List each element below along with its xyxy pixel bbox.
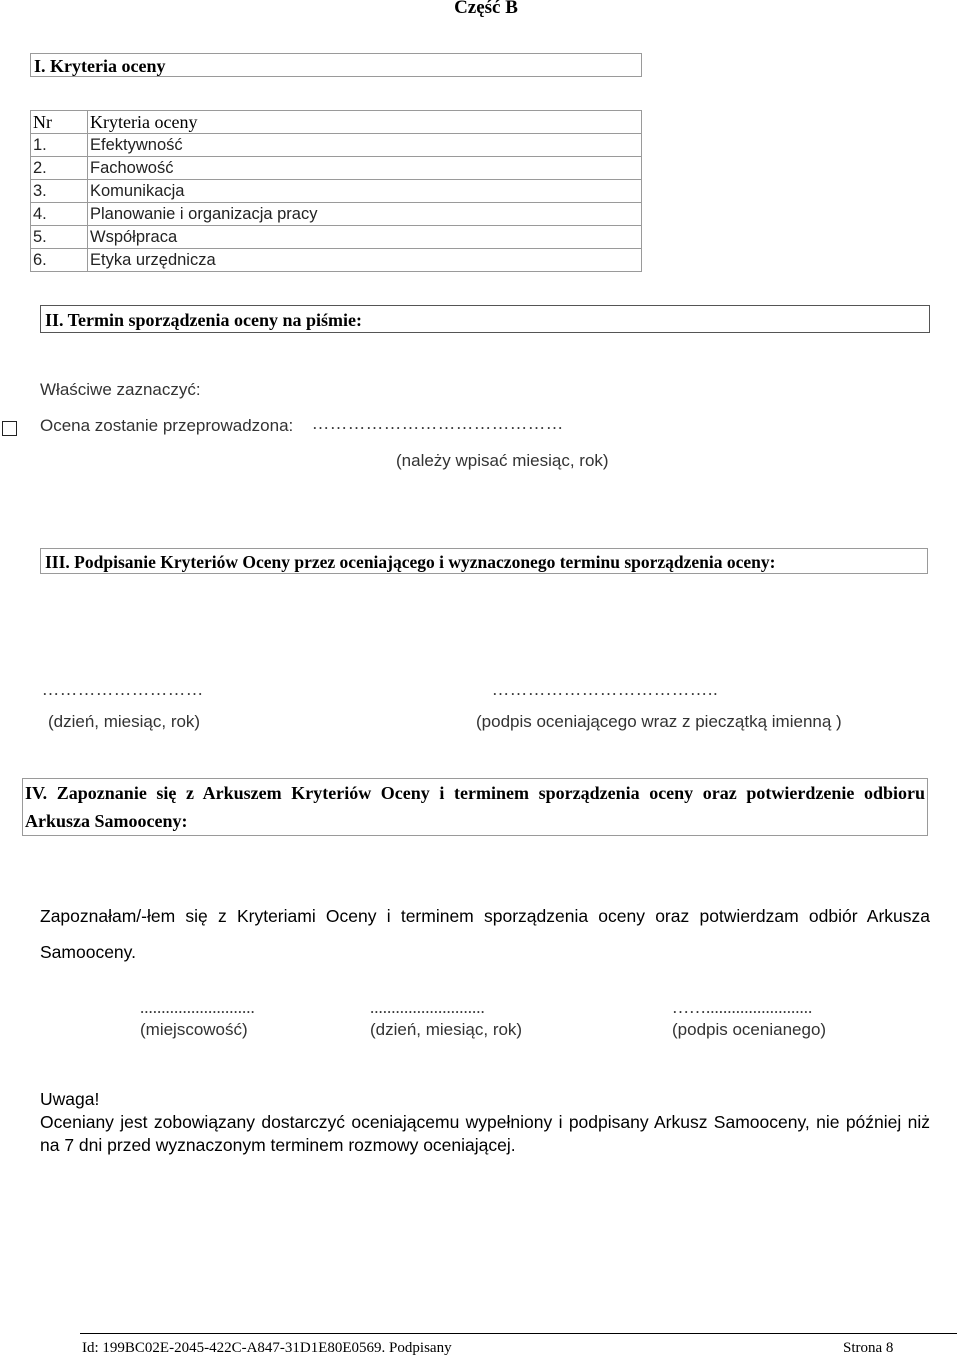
section-2-heading-text: II. Termin sporządzenia oceny na piśmie: bbox=[45, 310, 363, 330]
assessment-label: Ocena zostanie przeprowadzona: bbox=[40, 416, 294, 435]
date-hint: (należy wpisać miesiąc, rok) bbox=[396, 451, 609, 470]
section-1-heading: I. Kryteria oceny bbox=[30, 53, 642, 77]
row-number: 4. bbox=[31, 203, 88, 226]
evaluee-signature-field[interactable]: ……......................... bbox=[672, 998, 813, 1017]
table-row bbox=[31, 180, 642, 203]
section-4-heading: IV. Zapoznanie się z Arkuszem Kryteriów Oceny i terminem sporządzenia oceny oraz potwierdzenie odbioru Arkusza Samooceny: bbox=[22, 778, 928, 836]
signing-date-field[interactable]: ……………………… bbox=[42, 680, 204, 699]
row-criterion: Planowanie i organizacja pracy bbox=[88, 203, 642, 226]
place-field[interactable]: ........................... bbox=[140, 998, 255, 1017]
ack-date-caption: (dzień, miesiąc, rok) bbox=[370, 1020, 523, 1039]
footer-document-id: Id: 199BC02E-2045-422C-A847-31D1E80E0569. Podpisany bbox=[82, 1340, 452, 1356]
footer-page-number: Strona 8 bbox=[843, 1340, 894, 1356]
row-criterion: Współpraca bbox=[88, 226, 642, 249]
table-row bbox=[31, 226, 642, 249]
row-criterion: Etyka urzędnicza bbox=[88, 249, 642, 272]
table-header-row bbox=[31, 111, 642, 134]
section-3-heading: III. Podpisanie Kryteriów Oceny przez oceniającego i wyznaczonego terminu sporządzenia oceny: bbox=[40, 548, 928, 574]
row-criterion: Komunikacja bbox=[88, 180, 642, 203]
assessment-date-field[interactable]: …………………………………… bbox=[312, 414, 564, 433]
note-block bbox=[40, 1088, 930, 1157]
row-number: 5. bbox=[31, 226, 88, 249]
table-row bbox=[31, 203, 642, 226]
table-row bbox=[31, 134, 642, 157]
ack-date-field[interactable]: ........................... bbox=[370, 998, 485, 1017]
criteria-table bbox=[30, 110, 642, 272]
assessment-checkbox[interactable] bbox=[2, 421, 17, 436]
column-header-criteria: Kryteria oceny bbox=[88, 111, 642, 134]
note-text: Oceniany jest zobowiązany dostarczyć oceniającemu wypełniony i podpisany Arkusz Samooceny, nie później niż na 7 dni przed wyznaczonym terminem rozmowy oceniającej. bbox=[40, 1112, 930, 1155]
place-caption: (miejscowość) bbox=[140, 1020, 248, 1039]
signing-date-caption: (dzień, miesiąc, rok) bbox=[48, 712, 201, 731]
evaluator-signature-caption: (podpis oceniającego wraz z pieczątką imienną ) bbox=[476, 712, 842, 731]
table-row bbox=[31, 157, 642, 180]
instruction-text: Właściwe zaznaczyć: bbox=[40, 380, 201, 399]
table-row bbox=[31, 249, 642, 272]
row-number: 2. bbox=[31, 157, 88, 180]
footer-divider bbox=[80, 1333, 957, 1334]
column-header-nr: Nr bbox=[31, 111, 88, 134]
acknowledgement-text: Zapoznałam/-łem się z Kryteriami Oceny i terminem sporządzenia oceny oraz potwierdzam odbiór Arkusza Samooceny. bbox=[40, 906, 930, 962]
note-title: Uwaga! bbox=[40, 1089, 100, 1109]
row-criterion: Efektywność bbox=[88, 134, 642, 157]
row-number: 3. bbox=[31, 180, 88, 203]
part-title: Część B bbox=[454, 0, 518, 18]
evaluee-signature-caption: (podpis ocenianego) bbox=[672, 1020, 827, 1039]
row-number: 6. bbox=[31, 249, 88, 272]
row-criterion: Fachowość bbox=[88, 157, 642, 180]
section-2-heading bbox=[40, 305, 930, 333]
row-number: 1. bbox=[31, 134, 88, 157]
evaluator-signature-field[interactable]: ……………………………….. bbox=[492, 680, 719, 699]
